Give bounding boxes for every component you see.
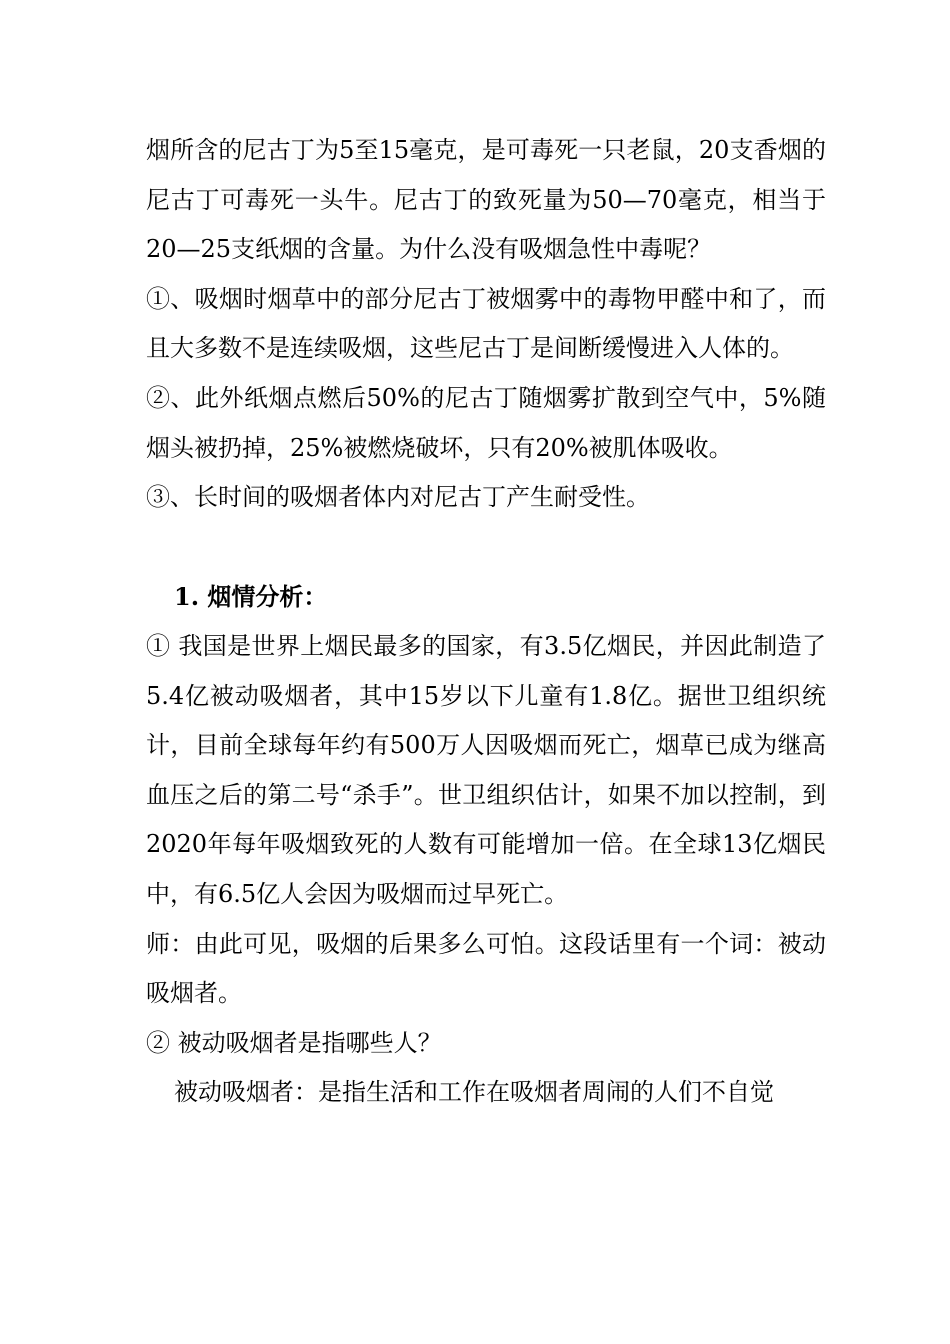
paragraph-reason-1: ①、吸烟时烟草中的部分尼古丁被烟雾中的毒物甲醛中和了，而且大多数不是连续吸烟，这些尼古丁是间断缓慢进入人体的。 [146, 284, 826, 363]
paragraph-passive-smoker-definition: 被动吸烟者：是指生活和工作在吸烟者周闹的人们不自觉 [174, 1078, 774, 1107]
document-body [146, 126, 826, 1118]
paragraph-teacher-remark: 师：由此可见，吸烟的后果多么可怕。这段话里有一个词：被动吸烟者。 [146, 929, 826, 1008]
paragraph-reason-3: ③、长时间的吸烟者体内对尼古丁产生耐受性。 [146, 483, 650, 512]
paragraph-smoking-statistics: ① 我国是世界上烟民最多的国家，有3.5亿烟民，并因此制造了5.4亿被动吸烟者，其中15岁以下儿童有1.8亿。据世卫组织统计，目前全球每年约有500万人因吸烟而死亡，烟草已成为继高血压之后的第二号“杀手”。世卫组织估计，如果不加以控制，到2020年每年吸烟致死的人数有可能增加一倍。在全球13亿烟民中，有6.5亿人会因为吸烟而过早死亡。 [146, 631, 826, 908]
paragraph-nicotine-lethal-dose: 烟所含的尼古丁为5至15毫克，是可毒死一只老鼠，20支香烟的尼古丁可毒死一头牛。尼古丁的致死量为50—70毫克，相当于20—25支纸烟的含量。为什么没有吸烟急性中毒呢？ [146, 136, 826, 264]
paragraph-question: ② 被动吸烟者是指哪些人？ [146, 1028, 442, 1057]
blank-line [146, 523, 826, 573]
paragraph-reason-2: ②、此外纸烟点燃后50%的尼古丁随烟雾扩散到空气中，5%随烟头被扔掉，25%被燃烧破坏，只有20%被肌体吸收。 [146, 383, 826, 462]
section-heading: 1. 烟情分析： [174, 582, 328, 612]
